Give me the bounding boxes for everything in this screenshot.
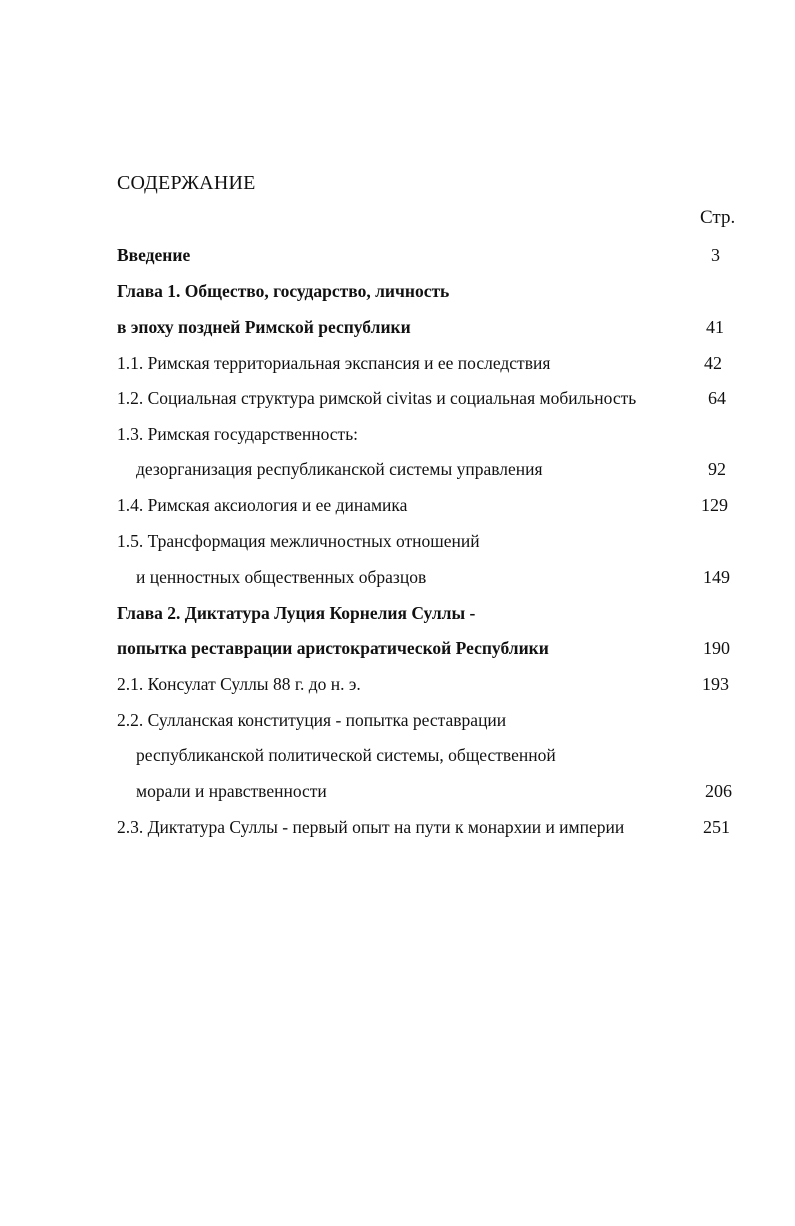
toc-page-number: 3 [711, 245, 720, 265]
toc-entry-introduction: Введение [117, 245, 191, 265]
toc-entry-section-2-2-cont: морали и нравственности [136, 781, 327, 801]
toc-entry-section-2-2-cont: республиканской политической системы, общественной [136, 745, 556, 765]
toc-entry-section-1-2: 1.2. Социальная структура римской civitas и социальная мобильность [117, 388, 637, 408]
toc-page-number: 41 [706, 317, 724, 337]
toc-entry-section-1-3: 1.3. Римская государственность: [117, 424, 359, 444]
toc-page-number: 42 [704, 353, 722, 373]
toc-page-number: 64 [708, 388, 726, 408]
toc-entry-section-1-3-cont: дезорганизация республиканской системы управления [136, 459, 543, 479]
toc-page-number: 193 [702, 674, 729, 694]
toc-page-number: 149 [703, 567, 730, 587]
toc-page-number: 129 [701, 495, 728, 515]
page-title: СОДЕРЖАНИЕ [117, 172, 256, 194]
toc-entry-section-2-2: 2.2. Сулланская конституция - попытка реставрации [117, 710, 507, 730]
toc-entry-section-2-1: 2.1. Консулат Суллы 88 г. до н. э. [117, 674, 361, 694]
toc-page-number: 190 [703, 638, 730, 658]
toc-entry-chapter-2-cont: попытка реставрации аристократической Республики [117, 638, 549, 658]
toc-page-number: 92 [708, 459, 726, 479]
toc-entry-section-1-4: 1.4. Римская аксиология и ее динамика [117, 495, 408, 515]
toc-entry-chapter-1-cont: в эпоху поздней Римской республики [117, 317, 411, 337]
toc-entry-section-1-5: 1.5. Трансформация межличностных отношений [117, 531, 480, 551]
page-column-label: Стр. [700, 207, 736, 228]
toc-entry-chapter-1: Глава 1. Общество, государство, личность [117, 281, 450, 301]
toc-entry-section-1-1: 1.1. Римская территориальная экспансия и ее последствия [117, 353, 551, 373]
toc-page-number: 251 [703, 817, 730, 837]
toc-page-number: 206 [705, 781, 732, 801]
toc-entry-section-2-3: 2.3. Диктатура Суллы - первый опыт на пути к монархии и империи [117, 817, 625, 837]
toc-entry-section-1-5-cont: и ценностных общественных образцов [136, 567, 427, 587]
toc-entry-chapter-2: Глава 2. Диктатура Луция Корнелия Суллы - [117, 603, 476, 623]
